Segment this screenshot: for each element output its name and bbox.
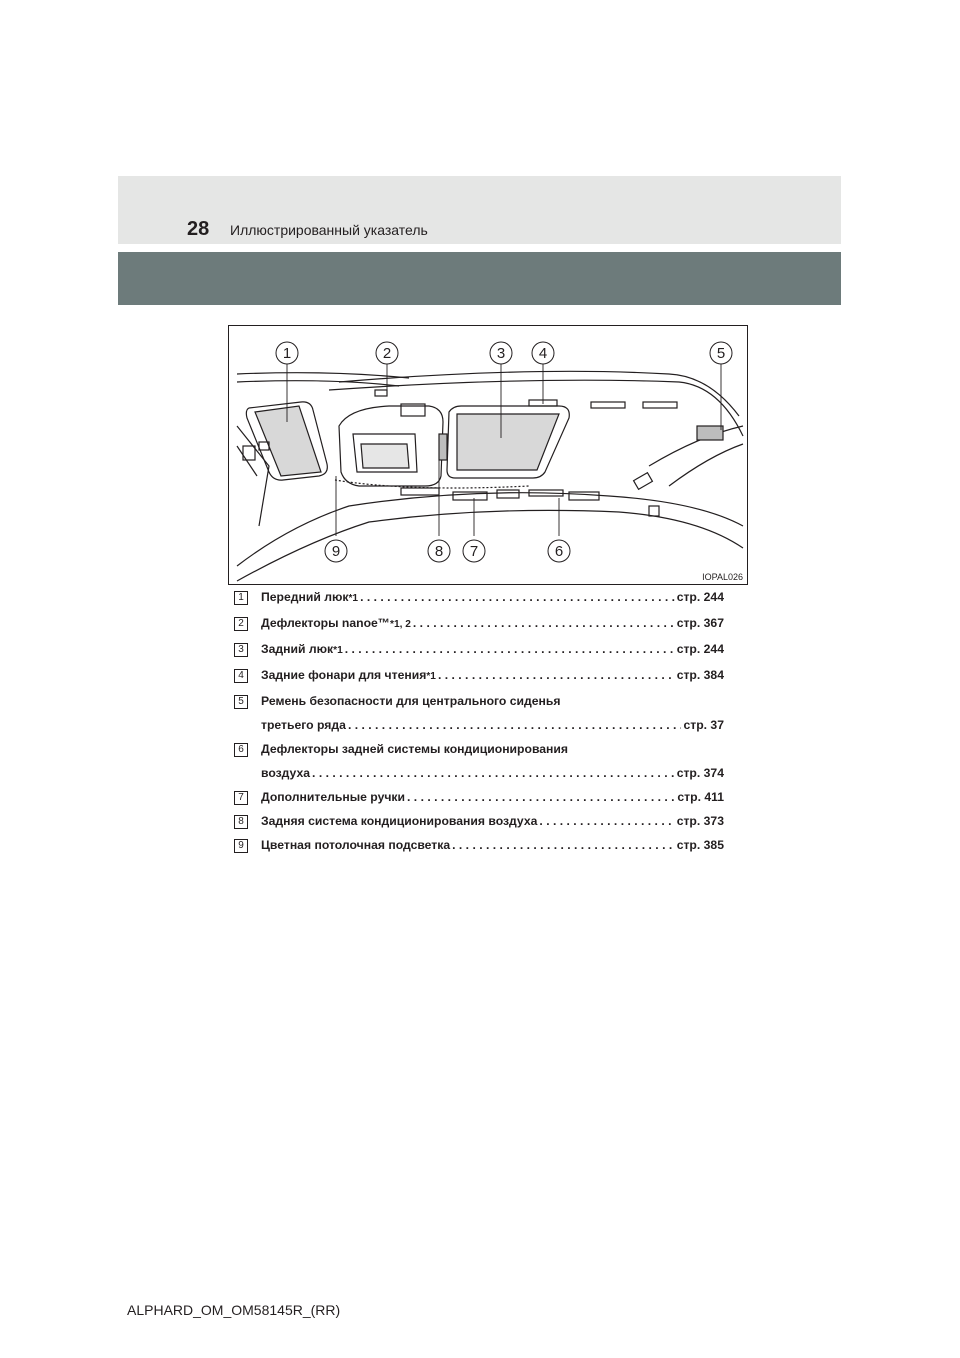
callout-1: 1 <box>282 345 292 362</box>
document-code: ALPHARD_OM_OM58145R_(RR) <box>127 1302 341 1318</box>
callout-2: 2 <box>382 345 392 362</box>
item-number: 7 <box>234 791 248 805</box>
callout-3: 3 <box>496 345 506 362</box>
page-reference-link[interactable]: стр. 384 <box>676 668 724 682</box>
page-reference-link[interactable]: стр. 37 <box>683 718 724 732</box>
item-text-line1: Дефлекторы задней системы кондиционирования <box>261 742 569 756</box>
list-item <box>234 790 724 804</box>
figure-code: IOPAL026 <box>702 572 743 582</box>
item-number: 6 <box>234 743 248 757</box>
header-bar <box>118 252 841 305</box>
item-number: 3 <box>234 643 248 657</box>
item-text: третьего ряда <box>261 718 346 732</box>
ceiling-illustration <box>228 325 748 585</box>
item-text: Задняя система кондиционирования воздуха <box>261 814 538 828</box>
callout-6: 6 <box>554 543 564 560</box>
item-text: Задний люк <box>261 642 334 656</box>
page-reference-link[interactable]: стр. 244 <box>676 642 724 656</box>
item-number: 1 <box>234 591 248 605</box>
legend-list <box>234 590 724 862</box>
item-footnote: *1 <box>426 671 436 682</box>
list-item <box>234 742 724 780</box>
item-footnote: *1, 2 <box>390 619 411 630</box>
item-text: воздуха <box>261 766 311 780</box>
page-reference-link[interactable]: стр. 411 <box>677 790 724 804</box>
item-text: Передний люк <box>261 590 349 604</box>
list-item <box>234 616 724 632</box>
page-number: 28 <box>187 218 210 240</box>
list-item <box>234 590 724 606</box>
list-item <box>234 838 724 852</box>
item-text-line1: Ремень безопасности для центрального сиденья <box>261 694 561 708</box>
ceiling-drawing <box>229 326 747 584</box>
list-item <box>234 642 724 658</box>
page-reference-link[interactable]: стр. 385 <box>676 838 724 852</box>
page-reference-link[interactable]: стр. 374 <box>676 766 724 780</box>
item-footnote: *1 <box>348 593 359 604</box>
item-number: 4 <box>234 669 248 683</box>
header-band <box>118 176 841 244</box>
callout-5: 5 <box>716 345 726 362</box>
item-number: 2 <box>234 617 248 631</box>
item-text: Дополнительные ручки <box>261 790 406 804</box>
callout-4: 4 <box>538 345 548 362</box>
callout-8: 8 <box>434 543 444 560</box>
callout-9: 9 <box>331 543 341 560</box>
list-item <box>234 814 724 828</box>
item-text: Задние фонари для чтения <box>261 668 427 682</box>
item-footnote: *1 <box>333 645 343 656</box>
section-title: Иллюстрированный указатель <box>230 222 428 238</box>
item-number: 5 <box>234 695 248 709</box>
page-reference-link[interactable]: стр. 373 <box>676 814 724 828</box>
page-reference-link[interactable]: стр. 244 <box>676 590 724 604</box>
item-number: 9 <box>234 839 248 853</box>
list-item <box>234 694 724 732</box>
item-text: Дефлекторы nanoe™ <box>261 616 390 630</box>
page-reference-link[interactable]: стр. 367 <box>676 616 724 630</box>
item-text: Цветная потолочная подсветка <box>261 838 451 852</box>
item-number: 8 <box>234 815 248 829</box>
list-item <box>234 668 724 684</box>
callout-7: 7 <box>469 543 479 560</box>
